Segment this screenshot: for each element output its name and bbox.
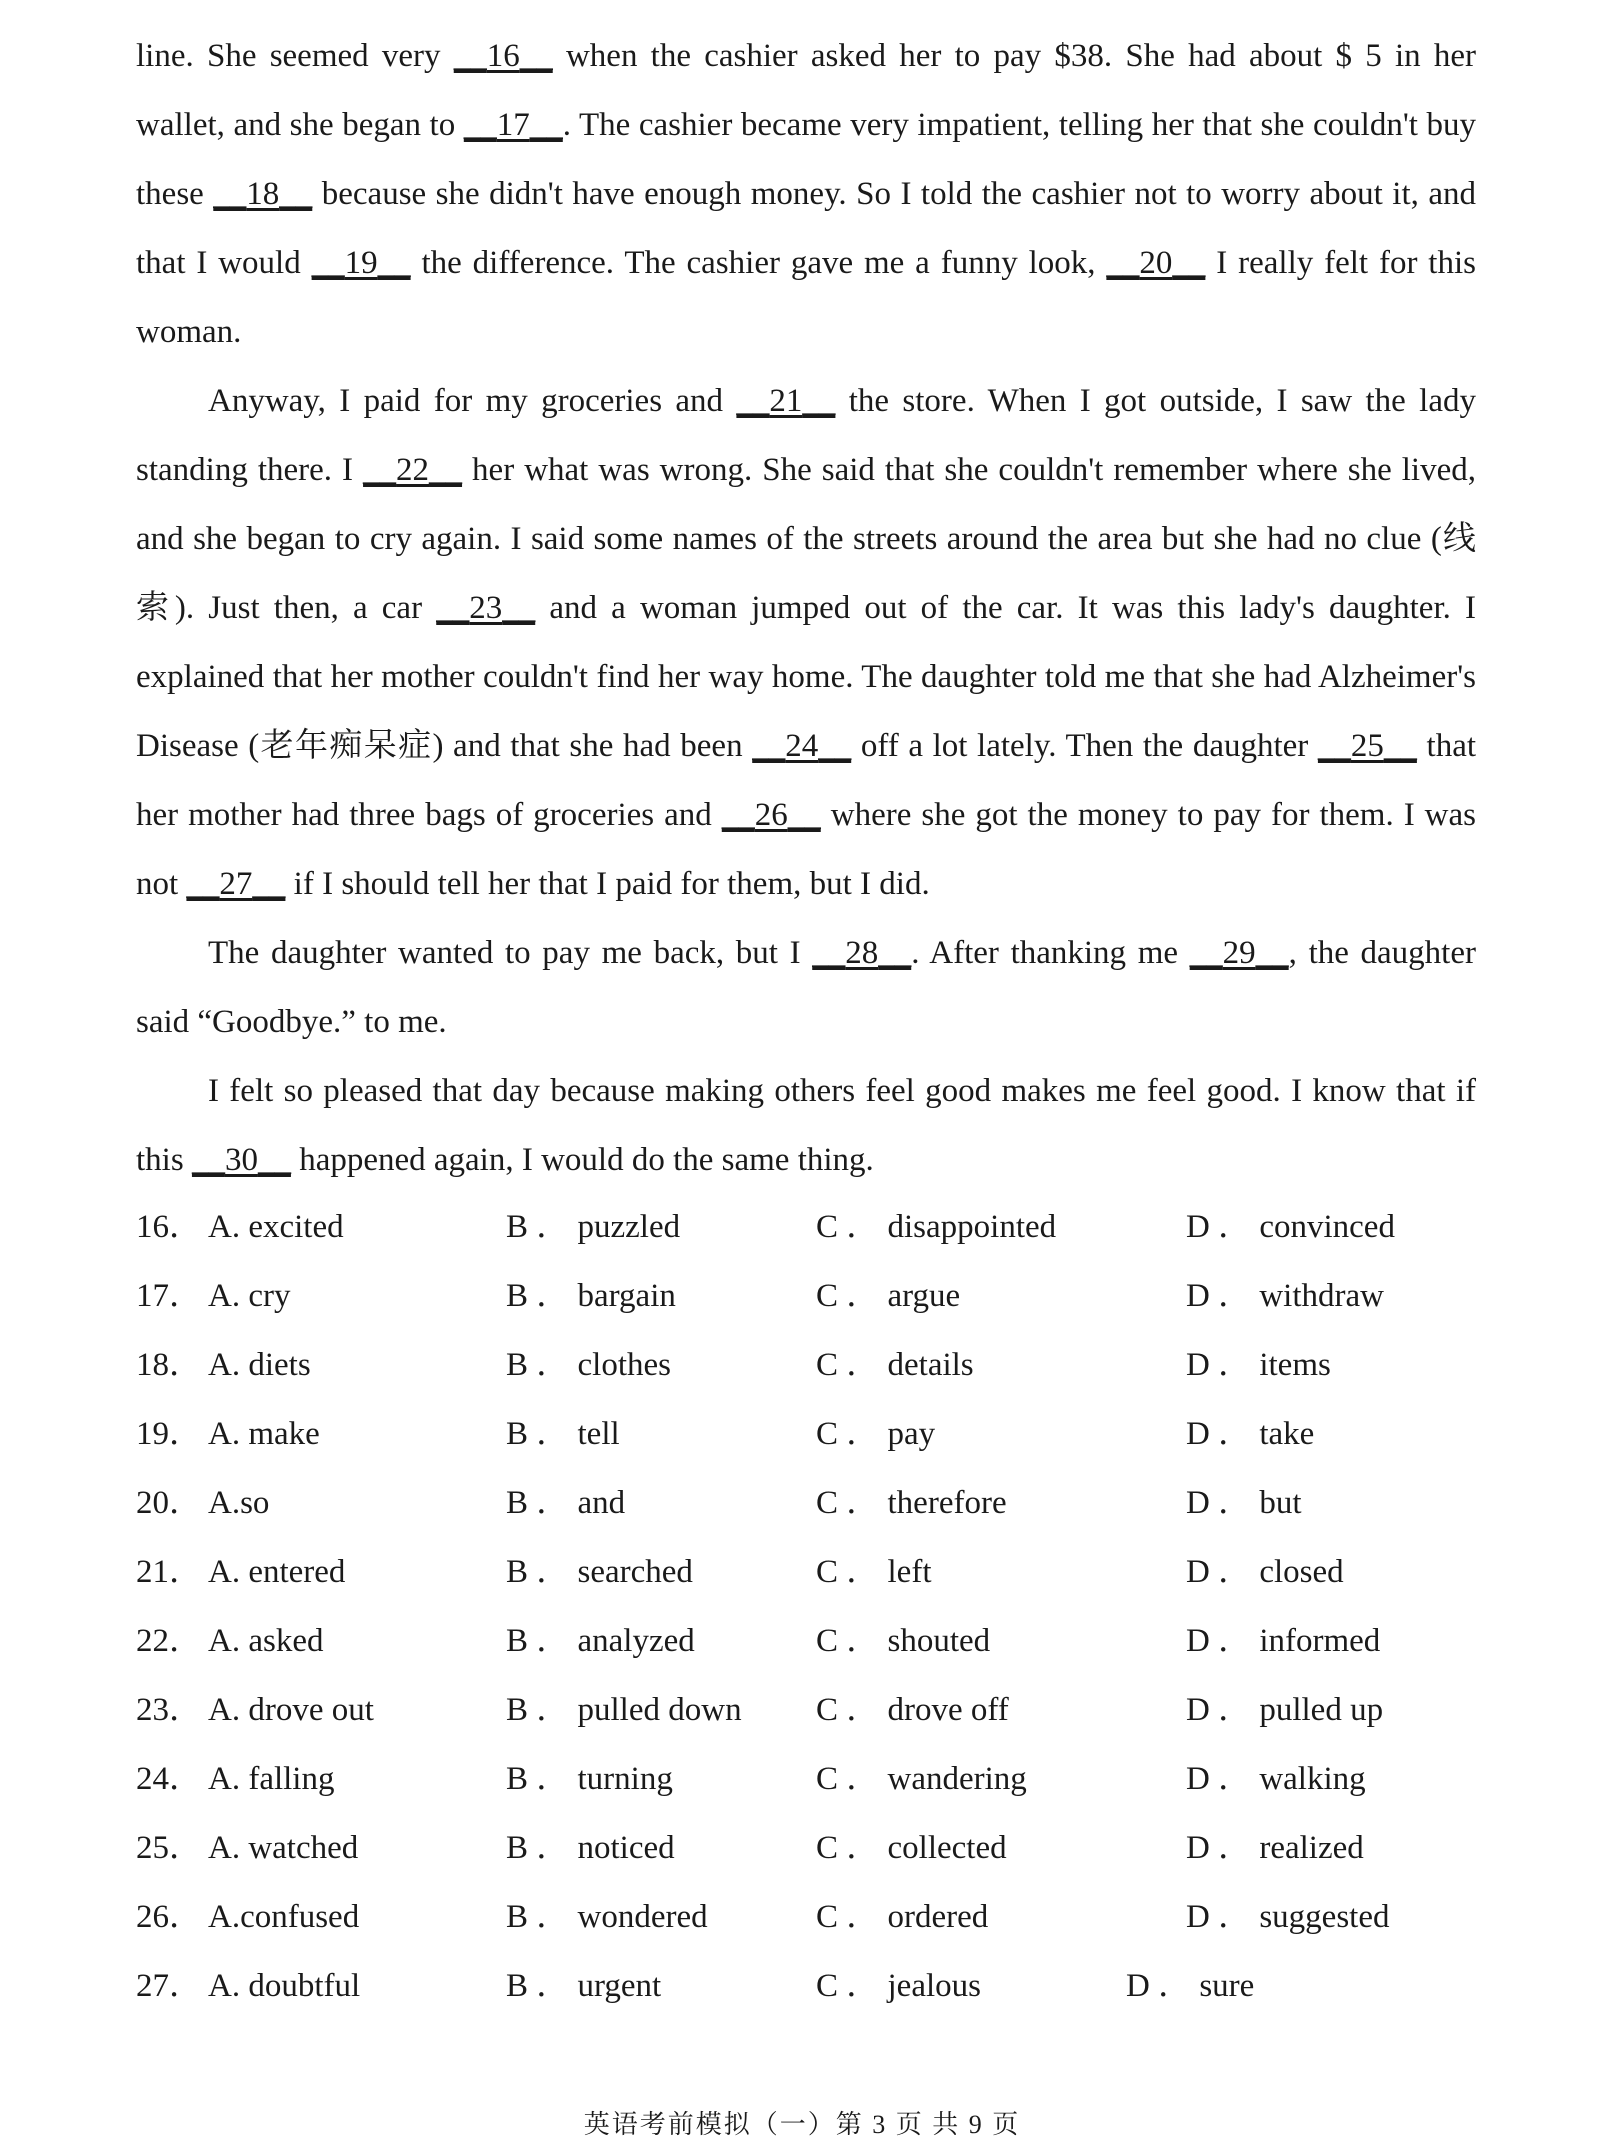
option-a: A.so — [208, 1485, 270, 1521]
passage-text: , the daughter said “Goodbye.” to me. — [136, 935, 1476, 1040]
blank-26: __26__ — [721, 797, 821, 833]
question-number: 17． — [136, 1278, 202, 1314]
option-b: B ． and — [506, 1485, 626, 1521]
passage-text: where she got the money to pay for them. I was not — [136, 797, 1476, 902]
option-a: A. entered — [208, 1554, 346, 1590]
blank-21: __21__ — [736, 383, 836, 419]
passage-text: because she didn't have enough money. So I told the cashier not to worry about it, and that I would — [136, 176, 1476, 281]
option-b: B ． clothes — [506, 1347, 671, 1383]
passage-paragraph-4 — [136, 1057, 1476, 1195]
option-d: D ． suggested — [1186, 1899, 1390, 1935]
passage-text: and a woman jumped out of the car. It was this lady's daughter. I explained that her mother couldn't find her way home. The daughter told me that she had Alzheimer's Disease (老年痴呆症) and that she had been — [136, 590, 1476, 764]
passage-text: happened again, I would do the same thing. — [290, 1142, 874, 1178]
option-a: A. asked — [208, 1623, 324, 1659]
blank-number: 19 — [344, 245, 378, 281]
blank-16: __16__ — [453, 38, 553, 74]
question-row — [136, 1814, 1476, 1883]
blank-number: 30 — [224, 1142, 258, 1178]
passage-text: line. She seemed very — [136, 38, 454, 74]
question-row — [136, 1538, 1476, 1607]
question-number: 24． — [136, 1761, 202, 1797]
option-b: B ． puzzled — [506, 1209, 681, 1245]
option-a: A. cry — [208, 1278, 291, 1314]
option-b: B ． turning — [506, 1761, 673, 1797]
option-b: B ． urgent — [506, 1968, 662, 2004]
option-a: A. diets — [208, 1347, 311, 1383]
passage-text: I really felt for this woman. — [136, 245, 1476, 350]
option-c: C ． argue — [816, 1278, 961, 1314]
blank-number: 24 — [785, 728, 819, 764]
question-number: 18． — [136, 1347, 202, 1383]
option-b: B ． tell — [506, 1416, 620, 1452]
option-c: C ． drove off — [816, 1692, 1009, 1728]
option-d: D ． informed — [1186, 1623, 1381, 1659]
blank-22: __22__ — [363, 452, 463, 488]
blank-number: 16 — [486, 38, 520, 74]
blank-number: 20 — [1139, 245, 1173, 281]
option-c: C ． shouted — [816, 1623, 991, 1659]
option-b: B ． pulled down — [506, 1692, 742, 1728]
blank-29: __29__ — [1189, 935, 1289, 971]
blank-18: __18__ — [213, 176, 313, 212]
passage-text: that her mother had three bags of groceries and — [136, 728, 1477, 833]
blank-27: __27__ — [186, 866, 286, 902]
option-a: A. make — [208, 1416, 320, 1452]
passage-text: the difference. The cashier gave me a funny look, — [410, 245, 1107, 281]
blank-number: 18 — [246, 176, 280, 212]
question-row — [136, 1331, 1476, 1400]
option-c: C ． details — [816, 1347, 974, 1383]
option-d: D ． closed — [1186, 1554, 1344, 1590]
question-row — [136, 1883, 1476, 1952]
passage-text: if I should tell her that I paid for them, but I did. — [285, 866, 930, 902]
option-c: C ． disappointed — [816, 1209, 1057, 1245]
question-row — [136, 1400, 1476, 1469]
blank-number: 27 — [219, 866, 253, 902]
question-row — [136, 1745, 1476, 1814]
option-b: B ． searched — [506, 1554, 693, 1590]
option-c: C ． pay — [816, 1416, 936, 1452]
option-a: A. doubtful — [208, 1968, 361, 2004]
blank-19: __19__ — [311, 245, 411, 281]
option-d: D ． but — [1186, 1485, 1302, 1521]
option-b: B ． analyzed — [506, 1623, 695, 1659]
page-footer: 英语考前模拟（一）第 3 页 共 9 页 — [583, 2110, 1021, 2139]
blank-number: 23 — [469, 590, 503, 626]
option-c: C ． therefore — [816, 1485, 1007, 1521]
passage-text: . After thanking me — [911, 935, 1190, 971]
blank-20: __20__ — [1106, 245, 1206, 281]
option-d: D ． convinced — [1186, 1209, 1395, 1245]
blank-17: __17__ — [463, 107, 563, 143]
question-row — [136, 1952, 1476, 2021]
option-d: D ． withdraw — [1186, 1278, 1384, 1314]
blank-30: __30__ — [191, 1142, 291, 1178]
option-a: A. watched — [208, 1830, 359, 1866]
passage-text: when the cashier asked her to pay $38. She had about $ 5 in her wallet, and she began to — [136, 38, 1476, 143]
passage-text: off a lot lately. Then the daughter — [851, 728, 1318, 764]
option-d: D ． sure — [1126, 1968, 1255, 2004]
blank-23: __23__ — [436, 590, 536, 626]
option-b: B ． wondered — [506, 1899, 708, 1935]
question-row — [136, 1262, 1476, 1331]
question-row — [136, 1193, 1476, 1262]
passage-text: her what was wrong. She said that she couldn't remember where she lived, and she began to cry again. I said some names of the streets around the area but she had no clue (线索). Just then, a car — [136, 452, 1476, 626]
blank-number: 21 — [769, 383, 803, 419]
option-d: D ． realized — [1186, 1830, 1364, 1866]
question-number: 26． — [136, 1899, 202, 1935]
option-a: A.confused — [208, 1899, 360, 1935]
blank-number: 29 — [1222, 935, 1256, 971]
blank-number: 25 — [1350, 728, 1384, 764]
option-a: A. drove out — [208, 1692, 374, 1728]
blank-number: 22 — [396, 452, 430, 488]
question-number: 27． — [136, 1968, 202, 2004]
option-d: D ． pulled up — [1186, 1692, 1384, 1728]
option-b: B ． bargain — [506, 1278, 676, 1314]
passage-text: The daughter wanted to pay me back, but I — [208, 935, 813, 971]
passage-text: the store. When I got outside, I saw the lady standing there. I — [136, 383, 1476, 488]
blank-25: __25__ — [1317, 728, 1417, 764]
blank-28: __28__ — [812, 935, 912, 971]
cloze-passage — [136, 22, 1476, 1195]
answer-options — [136, 1193, 1476, 2021]
option-c: C ． wandering — [816, 1761, 1027, 1797]
question-number: 21． — [136, 1554, 202, 1590]
option-c: C ． left — [816, 1554, 932, 1590]
blank-number: 17 — [496, 107, 530, 143]
option-c: C ． jealous — [816, 1968, 981, 2004]
question-row — [136, 1607, 1476, 1676]
blank-24: __24__ — [752, 728, 852, 764]
passage-text: Anyway, I paid for my groceries and — [208, 383, 737, 419]
question-number: 25． — [136, 1830, 202, 1866]
passage-text: . The cashier became very impatient, telling her that she couldn't buy these — [136, 107, 1477, 212]
option-d: D ． walking — [1186, 1761, 1366, 1797]
question-number: 16． — [136, 1209, 202, 1245]
passage-paragraph-3 — [136, 919, 1476, 1057]
option-a: A. falling — [208, 1761, 335, 1797]
question-number: 23． — [136, 1692, 202, 1728]
option-a: A. excited — [208, 1209, 344, 1245]
blank-number: 26 — [754, 797, 788, 833]
passage-paragraph-2 — [136, 367, 1476, 919]
passage-text: I felt so pleased that day because making others feel good makes me feel good. I know that if this — [136, 1073, 1476, 1178]
question-number: 22． — [136, 1623, 202, 1659]
option-c: C ． collected — [816, 1830, 1007, 1866]
question-row — [136, 1676, 1476, 1745]
option-c: C ． ordered — [816, 1899, 989, 1935]
blank-number: 28 — [845, 935, 879, 971]
option-d: D ． take — [1186, 1416, 1315, 1452]
question-row — [136, 1469, 1476, 1538]
option-b: B ． noticed — [506, 1830, 675, 1866]
option-d: D ． items — [1186, 1347, 1331, 1383]
question-number: 19． — [136, 1416, 202, 1452]
question-number: 20． — [136, 1485, 202, 1521]
passage-paragraph-1 — [136, 22, 1476, 367]
